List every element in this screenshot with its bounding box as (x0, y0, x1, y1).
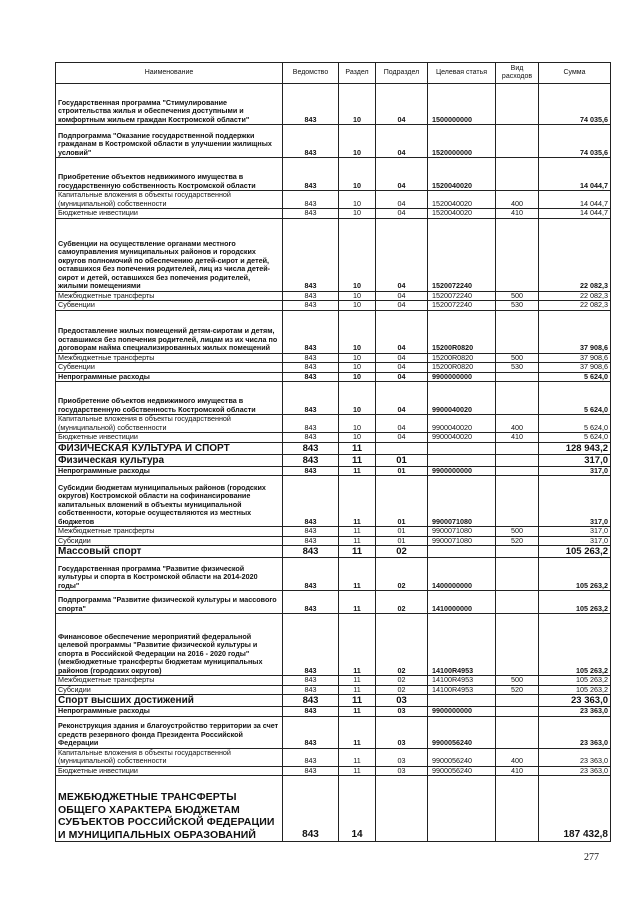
cell-name: Подпрограмма "Развитие физической культуры и массового спорта" (56, 591, 283, 614)
cell-sum: 317,0 (539, 527, 611, 537)
table-row (56, 536, 611, 546)
cell-target: 1520040020 (428, 158, 496, 191)
cell-section: 11 (339, 546, 376, 558)
cell-target: 14100R4953 (428, 614, 496, 676)
cell-target: 9900000000 (428, 372, 496, 382)
cell-name: Субсидии (56, 685, 283, 695)
cell-kind: 530 (496, 301, 539, 311)
cell-section: 11 (339, 766, 376, 776)
cell-target: 9900000000 (428, 707, 496, 717)
cell-sum: 105 263,2 (539, 546, 611, 558)
cell-name: Подпрограмма "Оказание государственной поддержки гражданам в Костромской области в улучшении жилищных условий" (56, 125, 283, 158)
cell-name: Государственная программа "Развитие физической культуры и спорта в Костромской области на 2014-2020 годы" (56, 558, 283, 591)
cell-kind (496, 310, 539, 353)
table-header-row (56, 63, 611, 84)
table-row (56, 614, 611, 676)
cell-kind (496, 546, 539, 558)
cell-section: 10 (339, 84, 376, 125)
cell-subsection: 04 (376, 158, 428, 191)
cell-target: 15200R0820 (428, 310, 496, 353)
cell-name: Межбюджетные трансферты (56, 527, 283, 537)
cell-name: Приобретение объектов недвижимого имущества в государственную собственность Костромской области (56, 382, 283, 415)
cell-subsection: 04 (376, 218, 428, 291)
cell-sum: 5 624,0 (539, 382, 611, 415)
cell-kind (496, 158, 539, 191)
budget-table-sheet (55, 62, 610, 842)
cell-kind (496, 84, 539, 125)
cell-sum: 105 263,2 (539, 676, 611, 686)
cell-sum: 317,0 (539, 466, 611, 476)
cell-section: 10 (339, 363, 376, 373)
cell-name: Финансовое обеспечение мероприятий федеральной целевой программы "Развитие физической культуры и спорта в Российской Федерации на 2016 - 2020 годы" (межбюджетные трансферты бюджетам муниципальных районов (городских округов) (56, 614, 283, 676)
cell-target: 1520040020 (428, 209, 496, 219)
cell-target: 1500000000 (428, 84, 496, 125)
cell-sum: 23 363,0 (539, 707, 611, 717)
cell-section: 10 (339, 433, 376, 443)
cell-subsection: 02 (376, 685, 428, 695)
cell-name: Бюджетные инвестиции (56, 766, 283, 776)
cell-sum: 37 908,6 (539, 353, 611, 363)
cell-subsection: 04 (376, 84, 428, 125)
cell-target: 1520072240 (428, 291, 496, 301)
cell-dept: 843 (283, 536, 339, 546)
cell-name: Бюджетные инвестиции (56, 209, 283, 219)
cell-kind (496, 558, 539, 591)
cell-sum: 105 263,2 (539, 614, 611, 676)
table-row (56, 766, 611, 776)
cell-kind (496, 382, 539, 415)
cell-name: Капитальные вложения в объекты государственной (муниципальной) собственности (56, 415, 283, 433)
cell-dept: 843 (283, 695, 339, 707)
cell-dept: 843 (283, 748, 339, 766)
table-row (56, 301, 611, 311)
cell-kind: 500 (496, 291, 539, 301)
cell-dept: 843 (283, 382, 339, 415)
cell-dept: 843 (283, 353, 339, 363)
cell-section: 10 (339, 310, 376, 353)
cell-subsection: 02 (376, 614, 428, 676)
cell-target: 9900040020 (428, 433, 496, 443)
cell-section: 11 (339, 614, 376, 676)
cell-subsection: 02 (376, 591, 428, 614)
table-row (56, 291, 611, 301)
cell-section: 11 (339, 685, 376, 695)
cell-kind: 400 (496, 748, 539, 766)
cell-target: 9900056240 (428, 748, 496, 766)
cell-name: Капитальные вложения в объекты государственной (муниципальной) собственности (56, 191, 283, 209)
cell-target: 1520000000 (428, 125, 496, 158)
cell-target (428, 442, 496, 454)
table-row (56, 716, 611, 748)
cell-subsection: 04 (376, 209, 428, 219)
cell-sum: 5 624,0 (539, 415, 611, 433)
cell-kind: 410 (496, 209, 539, 219)
cell-kind: 410 (496, 433, 539, 443)
cell-name: Физическая культура (56, 454, 283, 466)
cell-sum: 5 624,0 (539, 433, 611, 443)
cell-dept: 843 (283, 372, 339, 382)
cell-section: 11 (339, 591, 376, 614)
cell-dept: 843 (283, 546, 339, 558)
cell-name: Межбюджетные трансферты (56, 676, 283, 686)
cell-section: 11 (339, 454, 376, 466)
cell-sum: 22 082,3 (539, 301, 611, 311)
cell-section: 11 (339, 676, 376, 686)
cell-dept: 843 (283, 454, 339, 466)
cell-kind (496, 716, 539, 748)
cell-subsection: 03 (376, 707, 428, 717)
cell-kind (496, 454, 539, 466)
cell-target: 15200R0820 (428, 353, 496, 363)
cell-section: 10 (339, 191, 376, 209)
cell-dept: 843 (283, 466, 339, 476)
cell-name: Непрограммные расходы (56, 466, 283, 476)
cell-sum: 5 624,0 (539, 372, 611, 382)
cell-subsection: 02 (376, 546, 428, 558)
table-row (56, 209, 611, 219)
cell-section: 11 (339, 748, 376, 766)
cell-kind: 500 (496, 527, 539, 537)
cell-dept: 843 (283, 685, 339, 695)
cell-dept: 843 (283, 125, 339, 158)
cell-subsection: 04 (376, 301, 428, 311)
cell-target: 1410000000 (428, 591, 496, 614)
cell-section: 11 (339, 716, 376, 748)
table-row (56, 158, 611, 191)
cell-kind: 500 (496, 676, 539, 686)
table-row (56, 591, 611, 614)
table-row (56, 442, 611, 454)
cell-sum: 23 363,0 (539, 766, 611, 776)
table-row (56, 84, 611, 125)
cell-kind: 400 (496, 191, 539, 209)
cell-sum: 74 035,6 (539, 125, 611, 158)
cell-section: 11 (339, 707, 376, 717)
table-row (56, 454, 611, 466)
cell-dept: 843 (283, 363, 339, 373)
cell-name: Приобретение объектов недвижимого имущества в государственную собственность Костромской области (56, 158, 283, 191)
cell-section: 10 (339, 158, 376, 191)
cell-subsection: 01 (376, 536, 428, 546)
cell-section: 11 (339, 536, 376, 546)
cell-subsection: 01 (376, 476, 428, 527)
cell-kind: 500 (496, 353, 539, 363)
cell-sum: 37 908,6 (539, 363, 611, 373)
cell-name: Субсидии (56, 536, 283, 546)
cell-kind: 400 (496, 415, 539, 433)
cell-target: 14100R4953 (428, 685, 496, 695)
cell-sum: 128 943,2 (539, 442, 611, 454)
cell-target: 9900056240 (428, 716, 496, 748)
cell-target (428, 695, 496, 707)
cell-section: 10 (339, 301, 376, 311)
cell-subsection: 03 (376, 695, 428, 707)
budget-table (55, 62, 611, 842)
cell-sum: 22 082,3 (539, 218, 611, 291)
cell-section: 10 (339, 382, 376, 415)
cell-name: МЕЖБЮДЖЕТНЫЕ ТРАНСФЕРТЫ ОБЩЕГО ХАРАКТЕРА БЮДЖЕТАМ СУБЪЕКТОВ РОССИЙСКОЙ ФЕДЕРАЦИИ И МУНИЦИПАЛЬНЫХ ОБРАЗОВАНИЙ (56, 776, 283, 842)
cell-sum: 23 363,0 (539, 748, 611, 766)
cell-section: 11 (339, 558, 376, 591)
cell-target: 1400000000 (428, 558, 496, 591)
cell-target: 1520040020 (428, 191, 496, 209)
cell-kind (496, 707, 539, 717)
page-number: 277 (584, 852, 599, 863)
cell-dept: 843 (283, 291, 339, 301)
cell-dept: 843 (283, 301, 339, 311)
table-row (56, 310, 611, 353)
cell-target (428, 776, 496, 842)
cell-name: Непрограммные расходы (56, 372, 283, 382)
cell-dept: 843 (283, 84, 339, 125)
cell-sum: 23 363,0 (539, 695, 611, 707)
cell-sum: 14 044,7 (539, 158, 611, 191)
cell-dept: 843 (283, 716, 339, 748)
table-row (56, 707, 611, 717)
cell-section: 10 (339, 415, 376, 433)
cell-section: 11 (339, 527, 376, 537)
cell-name: Субвенции (56, 301, 283, 311)
cell-sum: 317,0 (539, 536, 611, 546)
cell-dept: 843 (283, 415, 339, 433)
cell-target: 1520072240 (428, 301, 496, 311)
cell-name: Субвенции (56, 363, 283, 373)
table-row (56, 125, 611, 158)
table-row (56, 433, 611, 443)
table-row (56, 685, 611, 695)
cell-target: 1520072240 (428, 218, 496, 291)
cell-section: 10 (339, 291, 376, 301)
cell-sum: 105 263,2 (539, 685, 611, 695)
cell-subsection: 04 (376, 415, 428, 433)
cell-kind (496, 695, 539, 707)
cell-kind: 520 (496, 685, 539, 695)
cell-dept: 843 (283, 310, 339, 353)
cell-section: 10 (339, 353, 376, 363)
cell-target: 9900040020 (428, 415, 496, 433)
cell-name: ФИЗИЧЕСКАЯ КУЛЬТУРА И СПОРТ (56, 442, 283, 454)
table-row (56, 191, 611, 209)
cell-kind (496, 614, 539, 676)
cell-sum: 14 044,7 (539, 209, 611, 219)
cell-subsection: 03 (376, 748, 428, 766)
cell-subsection: 04 (376, 363, 428, 373)
cell-subsection: 03 (376, 716, 428, 748)
cell-dept: 843 (283, 614, 339, 676)
table-row (56, 415, 611, 433)
cell-subsection: 04 (376, 125, 428, 158)
cell-section: 10 (339, 218, 376, 291)
cell-dept: 843 (283, 442, 339, 454)
cell-sum: 317,0 (539, 454, 611, 466)
cell-kind: 530 (496, 363, 539, 373)
cell-target: 14100R4953 (428, 676, 496, 686)
cell-subsection (376, 442, 428, 454)
cell-dept: 843 (283, 433, 339, 443)
cell-target: 9900000000 (428, 466, 496, 476)
cell-dept: 843 (283, 558, 339, 591)
table-row (56, 466, 611, 476)
cell-target: 9900071080 (428, 536, 496, 546)
cell-target: 9900071080 (428, 527, 496, 537)
cell-dept: 843 (283, 776, 339, 842)
cell-kind (496, 372, 539, 382)
cell-section: 10 (339, 209, 376, 219)
cell-name: Спорт высших достижений (56, 695, 283, 707)
header-dept: Ведомство (283, 63, 339, 84)
cell-name: Межбюджетные трансферты (56, 291, 283, 301)
cell-kind (496, 466, 539, 476)
cell-kind (496, 476, 539, 527)
cell-subsection: 04 (376, 310, 428, 353)
cell-kind: 520 (496, 536, 539, 546)
cell-dept: 843 (283, 476, 339, 527)
cell-section: 11 (339, 695, 376, 707)
cell-dept: 843 (283, 591, 339, 614)
cell-name: Государственная программа "Стимулирование строительства жилья и обеспечения доступными и комфортным жильем граждан Костромской области" (56, 84, 283, 125)
header-kind: Вид расходов (496, 63, 539, 84)
cell-name: Реконструкция здания и благоустройство территории за счет средств резервного фонда Президента Российской Федерации (56, 716, 283, 748)
cell-target: 15200R0820 (428, 363, 496, 373)
cell-subsection: 04 (376, 191, 428, 209)
table-body (56, 84, 611, 842)
cell-name: Субвенции на осуществление органами местного самоуправления муниципальных районов и городских округов полномочий по обеспечению детей-сирот и детей, оставшихся без попечения родителей, лиц из числа детей-сирот и детей, оставшихся без попечения родителей, жилыми помещениями (56, 218, 283, 291)
cell-section: 10 (339, 372, 376, 382)
cell-dept: 843 (283, 707, 339, 717)
cell-section: 14 (339, 776, 376, 842)
cell-target (428, 454, 496, 466)
cell-subsection: 04 (376, 353, 428, 363)
header-sum: Сумма (539, 63, 611, 84)
cell-kind (496, 218, 539, 291)
cell-subsection: 02 (376, 558, 428, 591)
cell-sum: 187 432,8 (539, 776, 611, 842)
header-subsection: Подраздел (376, 63, 428, 84)
table-row (56, 363, 611, 373)
cell-subsection: 01 (376, 527, 428, 537)
cell-sum: 74 035,6 (539, 84, 611, 125)
cell-subsection: 04 (376, 382, 428, 415)
cell-sum: 22 082,3 (539, 291, 611, 301)
table-row (56, 372, 611, 382)
cell-subsection: 02 (376, 676, 428, 686)
cell-sum: 317,0 (539, 476, 611, 527)
cell-name: Непрограммные расходы (56, 707, 283, 717)
cell-name: Массовый спорт (56, 546, 283, 558)
cell-dept: 843 (283, 676, 339, 686)
table-row (56, 558, 611, 591)
cell-kind (496, 591, 539, 614)
table-row (56, 546, 611, 558)
cell-dept: 843 (283, 766, 339, 776)
table-row (56, 748, 611, 766)
table-row (56, 218, 611, 291)
cell-subsection: 01 (376, 466, 428, 476)
cell-dept: 843 (283, 209, 339, 219)
cell-target: 9900071080 (428, 476, 496, 527)
cell-dept: 843 (283, 158, 339, 191)
cell-subsection: 01 (376, 454, 428, 466)
cell-subsection: 03 (376, 766, 428, 776)
header-target: Целевая статья (428, 63, 496, 84)
header-section: Раздел (339, 63, 376, 84)
table-row (56, 353, 611, 363)
cell-sum: 37 908,6 (539, 310, 611, 353)
cell-target: 9900056240 (428, 766, 496, 776)
cell-section: 11 (339, 466, 376, 476)
cell-sum: 14 044,7 (539, 191, 611, 209)
table-row (56, 527, 611, 537)
cell-name: Бюджетные инвестиции (56, 433, 283, 443)
header-name: Наименование (56, 63, 283, 84)
cell-sum: 105 263,2 (539, 591, 611, 614)
cell-subsection (376, 776, 428, 842)
cell-sum: 23 363,0 (539, 716, 611, 748)
cell-section: 11 (339, 442, 376, 454)
cell-kind: 410 (496, 766, 539, 776)
cell-dept: 843 (283, 527, 339, 537)
cell-section: 10 (339, 125, 376, 158)
cell-dept: 843 (283, 218, 339, 291)
cell-name: Предоставление жилых помещений детям-сиротам и детям, оставшимся без попечения родителей, лицам из их числа по договорам найма специализированных жилых помещений (56, 310, 283, 353)
cell-subsection: 04 (376, 372, 428, 382)
cell-name: Субсидии бюджетам муниципальных районов (городских округов) Костромской области на софинансирование капитальных вложений в объекты муниципальной собственности, которые осуществляются из местных бюджетов (56, 476, 283, 527)
cell-kind (496, 776, 539, 842)
table-row (56, 382, 611, 415)
table-row (56, 695, 611, 707)
cell-target: 9900040020 (428, 382, 496, 415)
table-row (56, 676, 611, 686)
cell-dept: 843 (283, 191, 339, 209)
cell-subsection: 04 (376, 433, 428, 443)
table-row (56, 776, 611, 842)
cell-target (428, 546, 496, 558)
cell-sum: 105 263,2 (539, 558, 611, 591)
cell-name: Капитальные вложения в объекты государственной (муниципальной) собственности (56, 748, 283, 766)
table-row (56, 476, 611, 527)
cell-section: 11 (339, 476, 376, 527)
cell-kind (496, 125, 539, 158)
cell-name: Межбюджетные трансферты (56, 353, 283, 363)
cell-kind (496, 442, 539, 454)
cell-subsection: 04 (376, 291, 428, 301)
